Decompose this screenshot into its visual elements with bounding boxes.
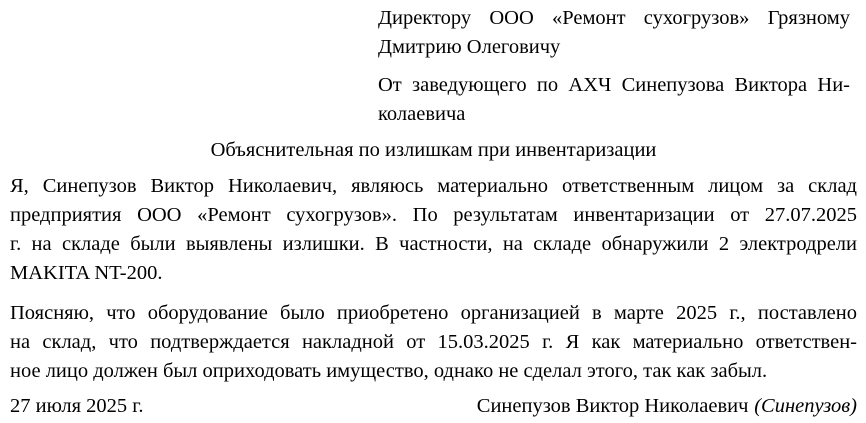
paragraph-1	[10, 172, 857, 288]
signature-transcript: (Синепузов)	[754, 395, 857, 417]
signature-text	[477, 392, 857, 421]
paragraph-2	[10, 299, 857, 386]
date-text: 27 июля 2025 г.	[10, 395, 144, 417]
paragraph-2-line-1: Поясняю, что оборудование было приобретено организацией в марте 2025 г., поставлено	[10, 302, 857, 324]
addressee-line-1: Директору ООО «Ремонт сухогрузов» Грязному	[378, 7, 850, 29]
sender-line-1: От заведующего по АХЧ Синепузова Виктора Ни-	[378, 74, 850, 96]
addressee-line-2: Дмитрию Олеговичу	[378, 36, 561, 58]
signature-name: Синепузов Виктор Николаевич	[476, 395, 749, 417]
paragraph-1-line-4: MAKITA NT-200.	[10, 262, 163, 284]
paragraph-2-line-3: ное лицо должен был оприходовать имущество, однако не сделал этого, так как забыл.	[10, 360, 768, 382]
document-title: Объяснительная по излишкам при инвентаризации	[210, 139, 657, 161]
addressee-block	[378, 4, 850, 62]
sender-line-2: колаевича	[378, 103, 466, 125]
sender-block	[378, 71, 850, 129]
paragraph-1-line-2: предприятия ООО «Ремонт сухогрузов». По результатам инвентаризации от 27.07.2025	[10, 204, 857, 226]
paragraph-1-line-1: Я, Синепузов Виктор Николаевич, являюсь материально ответственным лицом за склад	[10, 175, 857, 197]
paragraph-2-line-2: на склад, что подтверждается накладной от 15.03.2025 г. Я как материально ответствен-	[10, 331, 857, 353]
paragraph-1-line-3: г. на складе были выявлены излишки. В частности, на складе обнаружили 2 электродрели	[10, 233, 857, 255]
footer-row	[10, 392, 857, 421]
